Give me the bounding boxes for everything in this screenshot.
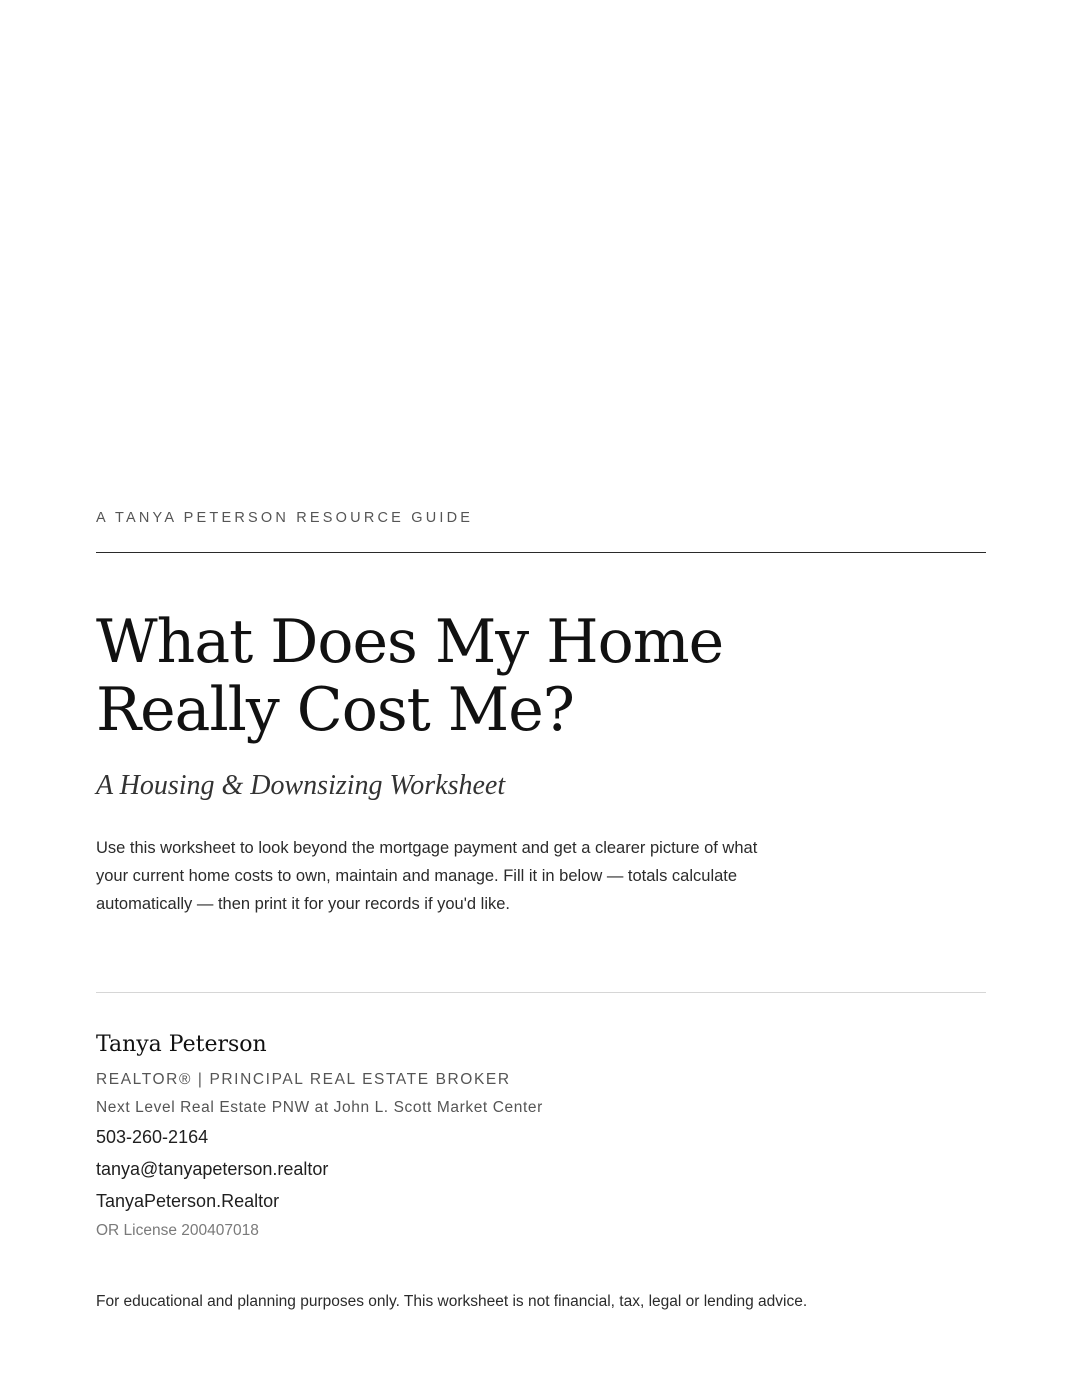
website-link[interactable]: TanyaPeterson.Realtor: [96, 1191, 280, 1211]
contact-divider: [96, 992, 986, 993]
page-title: What Does My Home Really Cost Me?: [96, 607, 724, 745]
agent-role: REALTOR® | PRINCIPAL REAL ESTATE BROKER: [96, 1071, 511, 1088]
disclaimer: For educational and planning purposes only. This worksheet is not financial, tax, legal or lending advice.: [96, 1293, 808, 1310]
agent-brokerage: Next Level Real Estate PNW at John L. Scott Market Center: [96, 1099, 543, 1116]
page-subtitle: A Housing & Downsizing Worksheet: [96, 770, 506, 801]
license-number: OR License 200407018: [96, 1222, 259, 1239]
agent-name: Tanya Peterson: [96, 1032, 267, 1057]
resource-guide-eyebrow: A TANYA PETERSON RESOURCE GUIDE: [96, 510, 474, 526]
email-link[interactable]: tanya@tanyapeterson.realtor: [96, 1159, 329, 1179]
top-divider: [96, 552, 986, 553]
intro-paragraph: Use this worksheet to look beyond the mortgage payment and get a clearer picture of what your current home costs to own, maintain and manage. Fill it in below — totals calculate automatically — then print it for your records if you'd like.: [96, 839, 758, 913]
phone-link[interactable]: 503-260-2164: [96, 1127, 209, 1147]
